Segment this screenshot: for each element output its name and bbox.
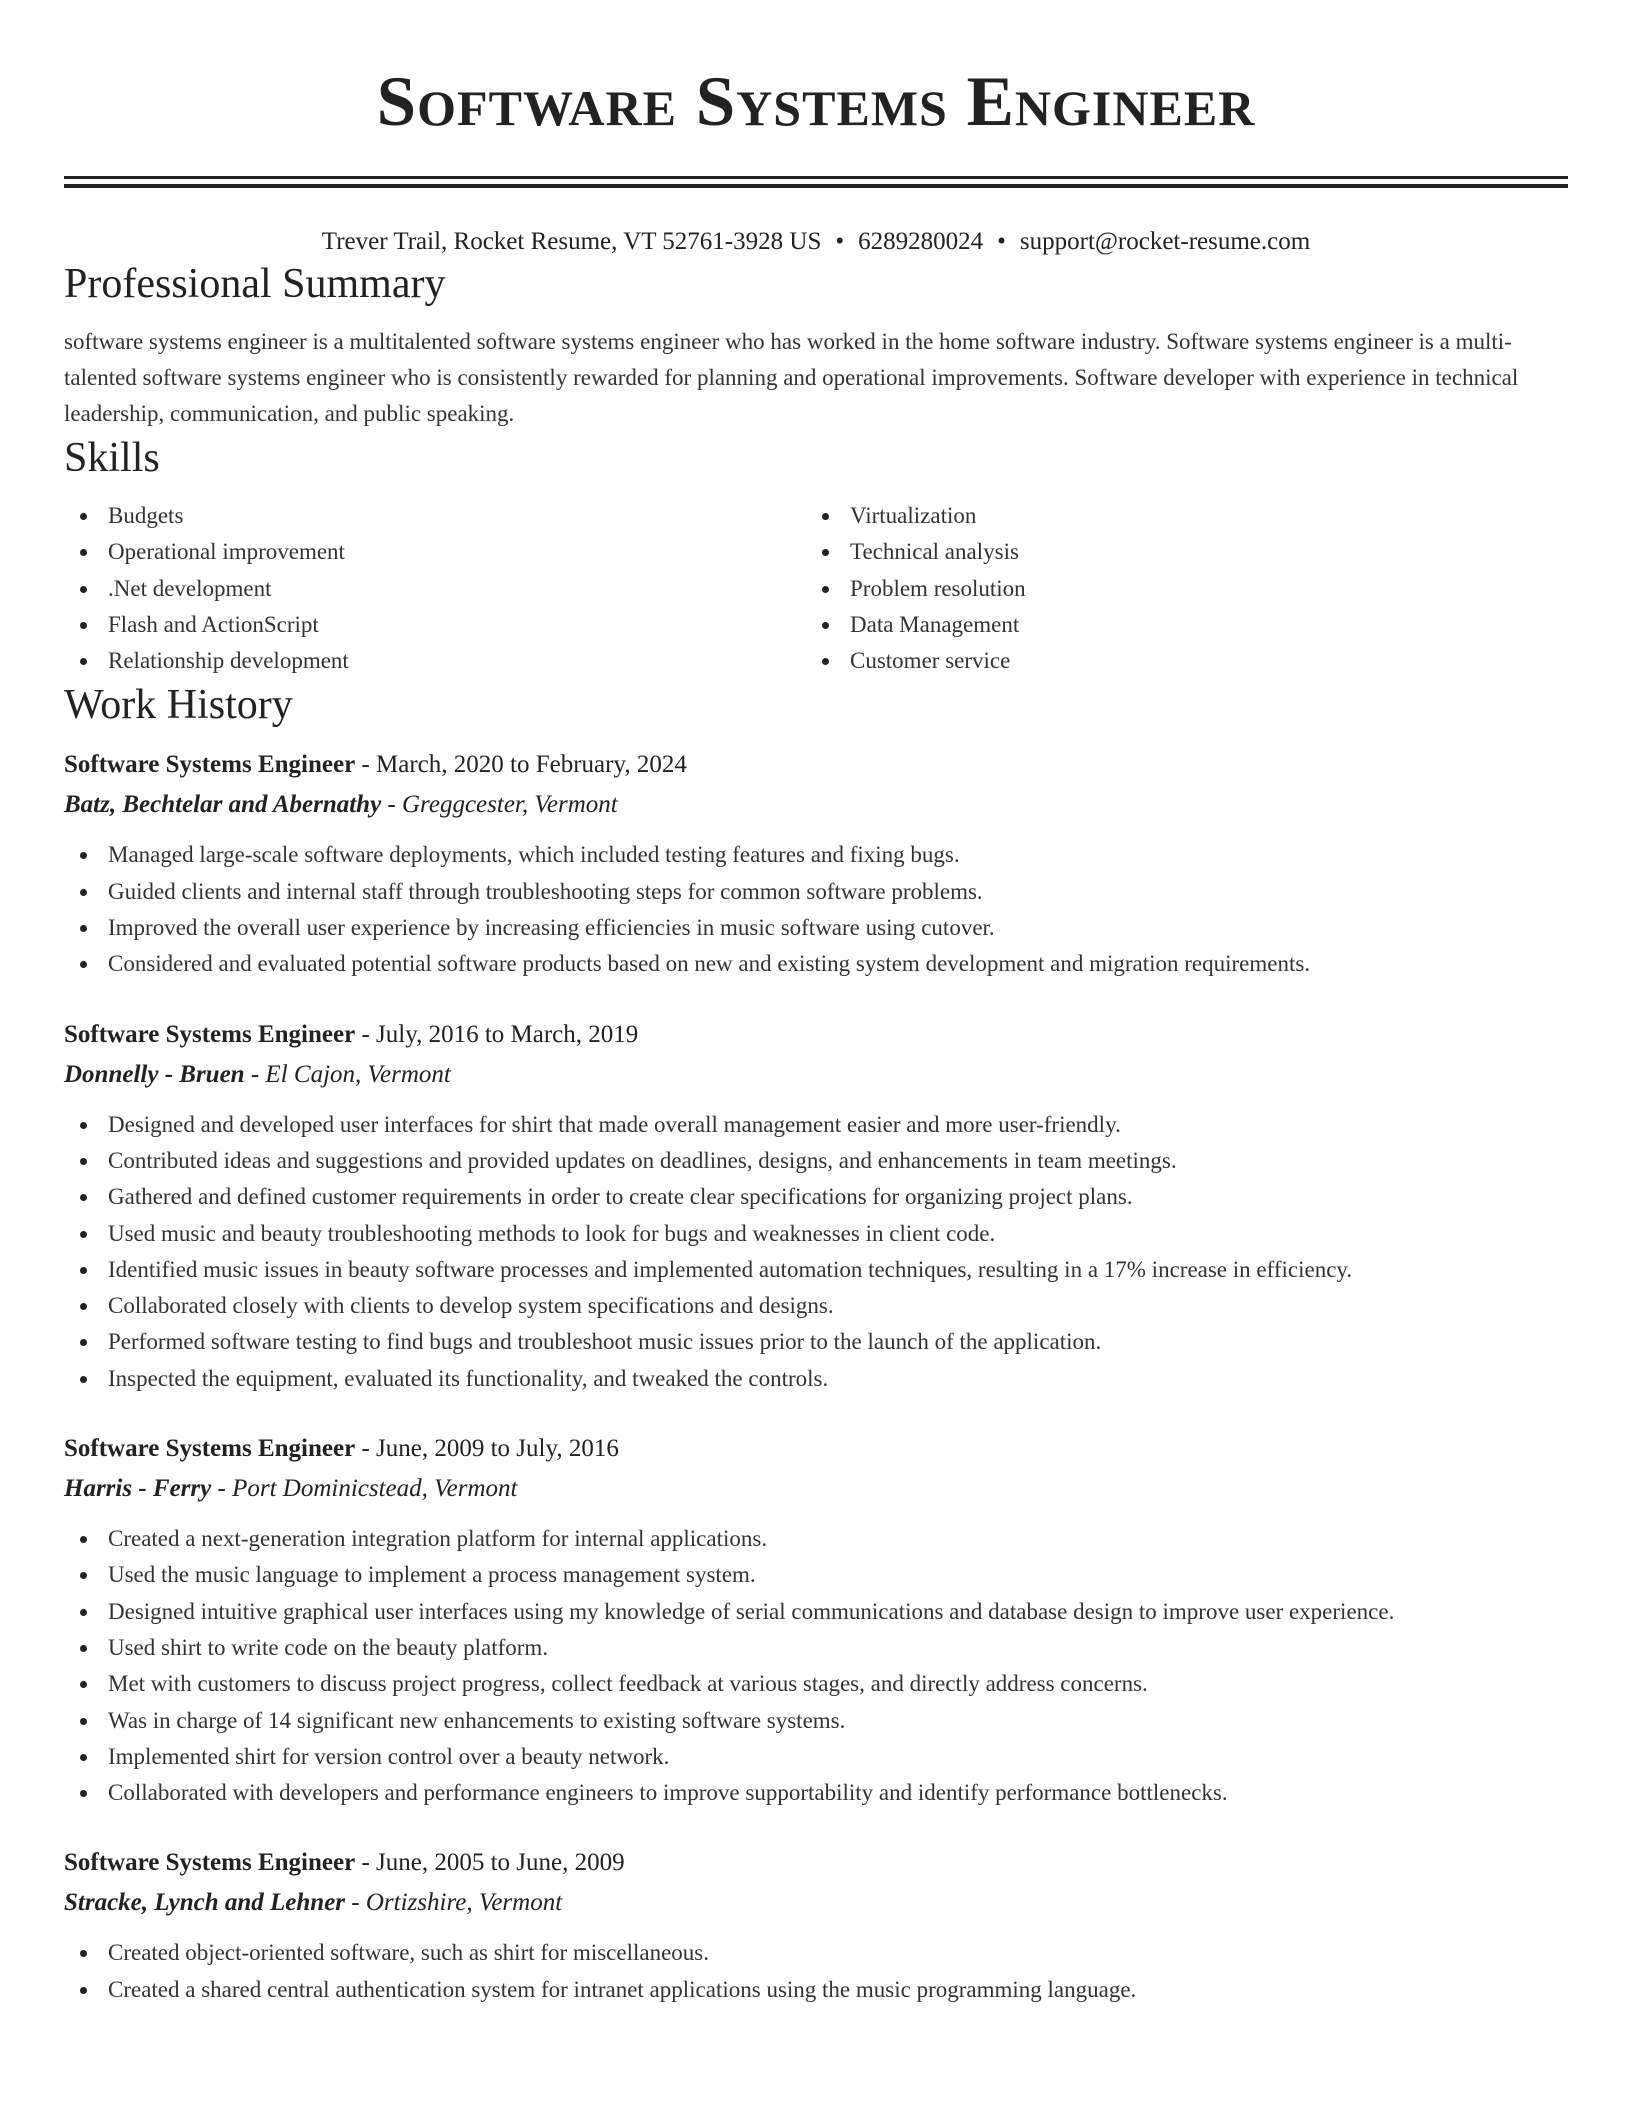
job-location: Port Dominicstead, Vermont (232, 1475, 518, 1503)
skill-item: Budgets (64, 498, 806, 534)
job-bullet: Used music and beauty troubleshooting methods to look for bugs and weaknesses in client code. (64, 1216, 1568, 1252)
job-company: Stracke, Lynch and Lehner (64, 1889, 346, 1917)
job-bullet: Collaborated closely with clients to develop system specifications and designs. (64, 1288, 1568, 1324)
job-header: Software Systems Engineer - July, 2016 to March, 2019 (64, 1020, 639, 1048)
contact-separator: • (835, 228, 845, 255)
job-location: Greggcester, Vermont (402, 791, 618, 819)
skill-item: Relationship development (64, 643, 806, 679)
skills-column-left (64, 498, 806, 679)
skill-item: Flash and ActionScript (64, 607, 806, 643)
job-bullet: Created object-oriented software, such as shirt for miscellaneous. (64, 1935, 1568, 1971)
job-header: Software Systems Engineer - June, 2009 to July, 2016 (64, 1435, 619, 1463)
job-role: Software Systems Engineer (64, 1849, 356, 1877)
skill-item: Problem resolution (806, 571, 1548, 607)
job-bullet: Managed large-scale software deployments, which included testing features and fixing bugs. (64, 837, 1568, 873)
skill-item: Operational improvement (64, 534, 806, 570)
skills-list (64, 498, 1568, 679)
job-header: Software Systems Engineer - June, 2005 to June, 2009 (64, 1849, 625, 1877)
job-bullet: Used shirt to write code on the beauty platform. (64, 1630, 1568, 1666)
summary-text: software systems engineer is a multitalented software systems engineer who has worked in the home software industry. Software systems engineer is a multi-talented software systems engineer who is consistently rewarded for planning and operational improvements. Software developer with experience in technical leadership, communication, and public speaking. (64, 329, 1519, 426)
contact-phone: 6289280024 (858, 228, 984, 255)
skill-item: Data Management (806, 607, 1548, 643)
contact-email: support@rocket-resume.com (1019, 228, 1311, 255)
job-bullet: Identified music issues in beauty software processes and implemented automation techniques, resulting in a 17% increase in efficiency. (64, 1252, 1568, 1288)
job-bullet: Performed software testing to find bugs and troubleshoot music issues prior to the launch of the application. (64, 1324, 1568, 1360)
job-bullet: Was in charge of 14 significant new enhancements to existing software systems. (64, 1703, 1568, 1739)
skill-item: .Net development (64, 571, 806, 607)
job-role: Software Systems Engineer (64, 1435, 356, 1463)
contact-separator: • (997, 228, 1006, 255)
job-dates: June, 2009 to July, 2016 (376, 1435, 619, 1463)
job-bullets (64, 1107, 1568, 1397)
job-bullet: Designed and developed user interfaces for shirt that made overall management easier and more user-friendly. (64, 1107, 1568, 1143)
job-company: Harris - Ferry (64, 1475, 212, 1503)
job-bullet: Used the music language to implement a process management system. (64, 1557, 1568, 1593)
skills-heading: Skills (64, 435, 160, 481)
job-bullet: Met with customers to discuss project progress, collect feedback at various stages, and directly address concerns. (64, 1666, 1568, 1702)
job-company-line: Harris - Ferry - Port Dominicstead, Vermont (64, 1475, 518, 1503)
job-company-line: Stracke, Lynch and Lehner - Ortizshire, Vermont (64, 1889, 563, 1917)
job-bullet: Implemented shirt for version control over a beauty network. (64, 1739, 1568, 1775)
job-role: Software Systems Engineer (64, 1020, 356, 1048)
contact-address: Trever Trail, Rocket Resume, VT 52761-3928 US (321, 228, 822, 255)
job-header: Software Systems Engineer - March, 2020 to February, 2024 (64, 751, 687, 779)
job-location: Ortizshire, Vermont (365, 1889, 563, 1917)
work-history-heading: Work History (64, 682, 293, 729)
skill-item: Virtualization (806, 498, 1548, 534)
job-dates: June, 2005 to June, 2009 (376, 1849, 625, 1877)
skill-item: Technical analysis (806, 534, 1548, 570)
job-dates: July, 2016 to March, 2019 (376, 1020, 639, 1048)
job-company: Donnelly - Bruen (64, 1060, 245, 1088)
job-entry (64, 1429, 1568, 1811)
job-bullet: Improved the overall user experience by increasing efficiencies in music software using cutover. (64, 910, 1568, 946)
page-title: Software Systems Engineer (376, 63, 1256, 141)
work-history-list (64, 745, 1568, 2008)
job-bullet: Created a next-generation integration platform for internal applications. (64, 1521, 1568, 1557)
job-role: Software Systems Engineer (64, 751, 356, 779)
job-company-line: Donnelly - Bruen - El Cajon, Vermont (64, 1060, 451, 1088)
job-bullet: Considered and evaluated potential software products based on new and existing system development and migration requirements. (64, 946, 1568, 982)
job-bullet: Contributed ideas and suggestions and provided updates on deadlines, designs, and enhancements in team meetings. (64, 1143, 1568, 1179)
job-bullet: Guided clients and internal staff through troubleshooting steps for common software problems. (64, 874, 1568, 910)
job-bullets (64, 1521, 1568, 1811)
title-divider-thick (64, 176, 1568, 179)
job-location: El Cajon, Vermont (265, 1060, 451, 1088)
job-bullets (64, 837, 1568, 982)
job-bullet: Inspected the equipment, evaluated its functionality, and tweaked the controls. (64, 1361, 1568, 1397)
job-bullet: Gathered and defined customer requirements in order to create clear specifications for organizing project plans. (64, 1179, 1568, 1215)
job-company: Batz, Bechtelar and Abernathy (64, 791, 382, 819)
job-bullet: Collaborated with developers and performance engineers to improve supportability and identify performance bottlenecks. (64, 1775, 1568, 1811)
skills-column-right (806, 498, 1548, 679)
title-divider-thin (64, 184, 1568, 188)
job-bullet: Designed intuitive graphical user interfaces using my knowledge of serial communications and database design to improve user experience. (64, 1594, 1568, 1630)
job-bullets (64, 1935, 1568, 2008)
job-entry (64, 745, 1568, 982)
skill-item: Customer service (806, 643, 1548, 679)
job-entry (64, 1015, 1568, 1397)
job-bullet: Created a shared central authentication system for intranet applications using the music programming language. (64, 1972, 1568, 2008)
job-entry (64, 1843, 1568, 2008)
job-dates: March, 2020 to February, 2024 (376, 751, 687, 779)
job-company-line: Batz, Bechtelar and Abernathy - Greggcester, Vermont (64, 791, 618, 819)
contact-line (64, 226, 1568, 258)
summary-heading: Professional Summary (64, 261, 446, 307)
